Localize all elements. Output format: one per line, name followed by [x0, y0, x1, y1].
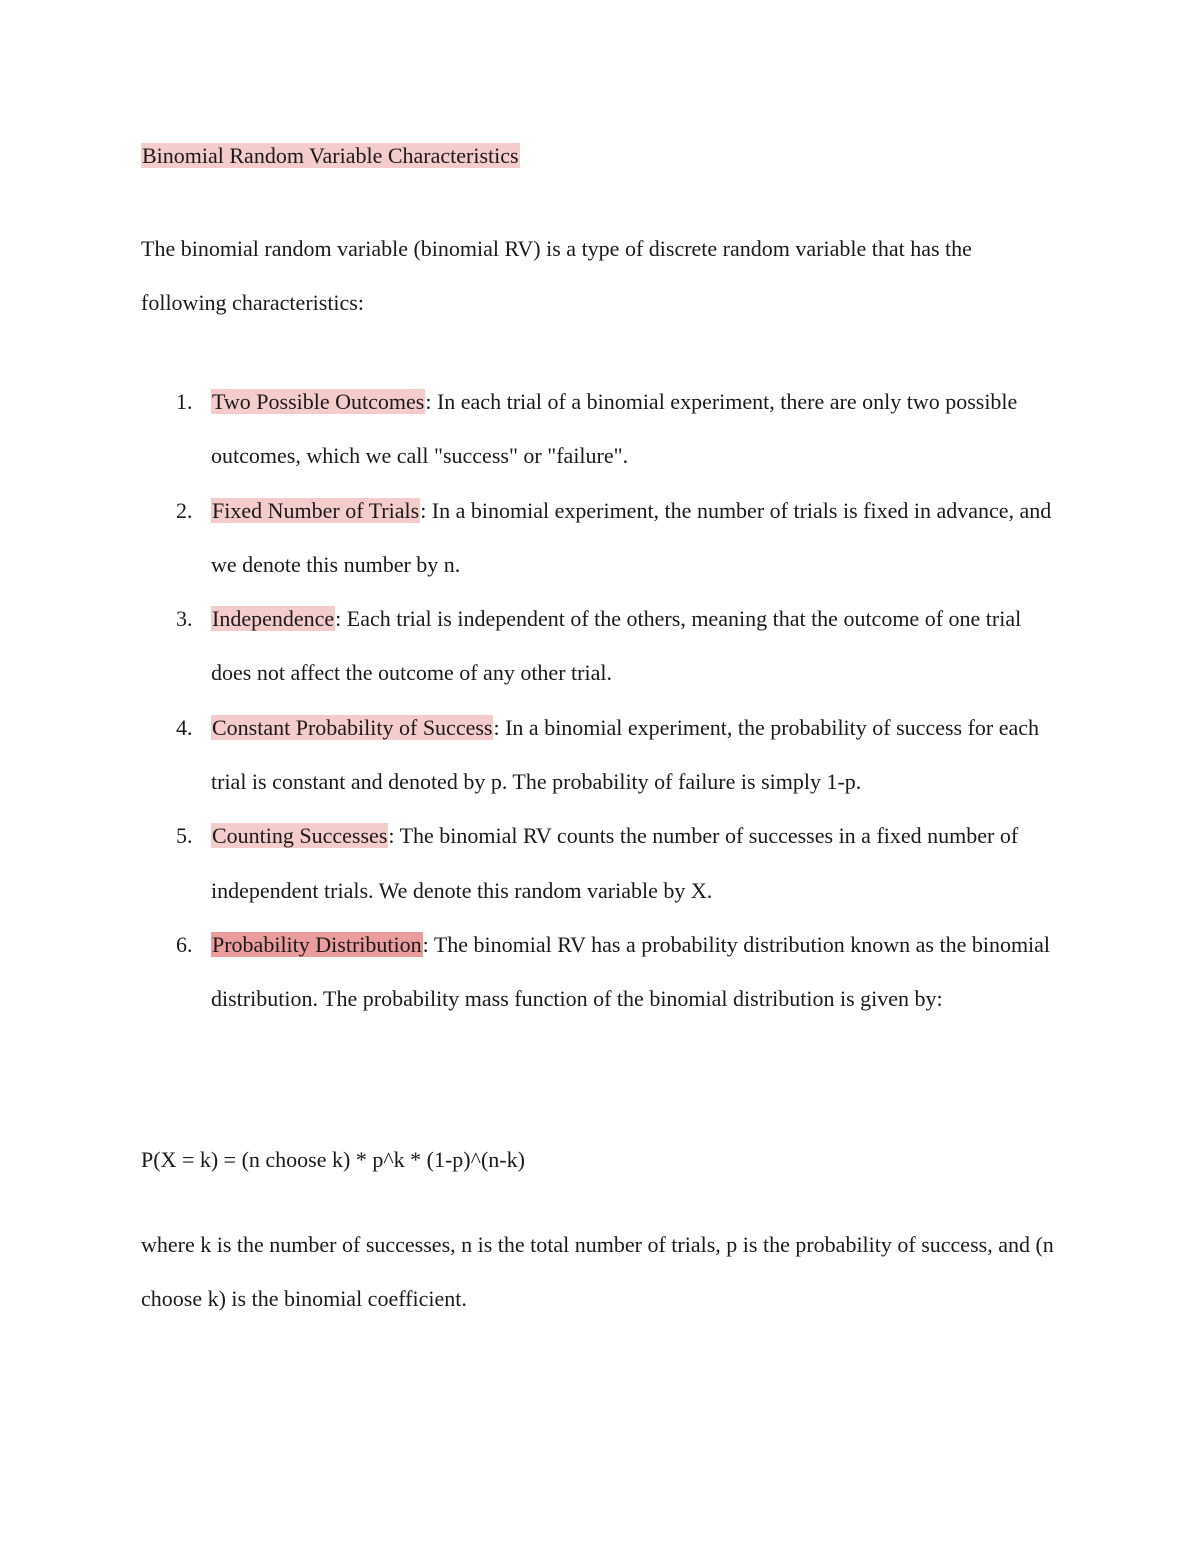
list-item-number: 2. — [176, 497, 193, 523]
list-item-term: Counting Successes — [212, 823, 388, 849]
list-item — [141, 592, 1061, 701]
list-item-text: : In each trial of a binomial experiment, there are only two possible outcomes, which we call "success" or "failure". — [211, 389, 1018, 469]
pmf-formula: P(X = k) = (n choose k) * p^k * (1-p)^(n-k) — [141, 1147, 525, 1172]
list-item — [141, 918, 1061, 1027]
list-item — [141, 375, 1061, 484]
title-highlight: Binomial Random Variable Characteristics — [142, 143, 519, 168]
list-item-number: 4. — [176, 714, 193, 740]
list-item-number: 6. — [176, 931, 193, 957]
document-title — [141, 141, 520, 171]
list-item-number: 3. — [176, 606, 193, 632]
list-item — [141, 484, 1061, 593]
list-item-number: 5. — [176, 823, 193, 849]
list-item-term: Two Possible Outcomes — [212, 389, 425, 414]
list-item-term: Fixed Number of Trials — [212, 497, 420, 523]
list-item-text: : In a binomial experiment, the number of trials is fixed in advance, and we denote this number by n. — [211, 497, 1052, 577]
list-item-term: Constant Probability of Success — [212, 714, 493, 740]
list-item-text: : The binomial RV has a probability distribution known as the binomial distribution. The probability mass function of the binomial distribution is given by: — [211, 931, 1051, 1012]
list-item-number: 1. — [176, 389, 193, 414]
list-item — [141, 809, 1061, 918]
list-item-term: Probability Distribution — [212, 931, 422, 957]
characteristics-list — [141, 375, 1061, 1027]
list-item-text: : In a binomial experiment, the probability of success for each trial is constant and denoted by p. The probability of failure is simply 1-p. — [211, 714, 1040, 795]
list-item-text: : The binomial RV counts the number of successes in a fixed number of independent trials. We denote this random variable by X. — [211, 823, 1019, 903]
intro-paragraph: The binomial random variable (binomial RV) is a type of discrete random variable that has the following characteristics: — [141, 236, 972, 315]
list-item — [141, 701, 1061, 810]
formula-explanation: where k is the number of successes, n is the total number of trials, p is the probability of success, and (n choose k) is the binomial coefficient. — [141, 1232, 1054, 1311]
list-item-text: : Each trial is independent of the others, meaning that the outcome of one trial does not affect the outcome of any other trial. — [211, 606, 1022, 686]
list-item-term: Independence — [212, 606, 335, 632]
